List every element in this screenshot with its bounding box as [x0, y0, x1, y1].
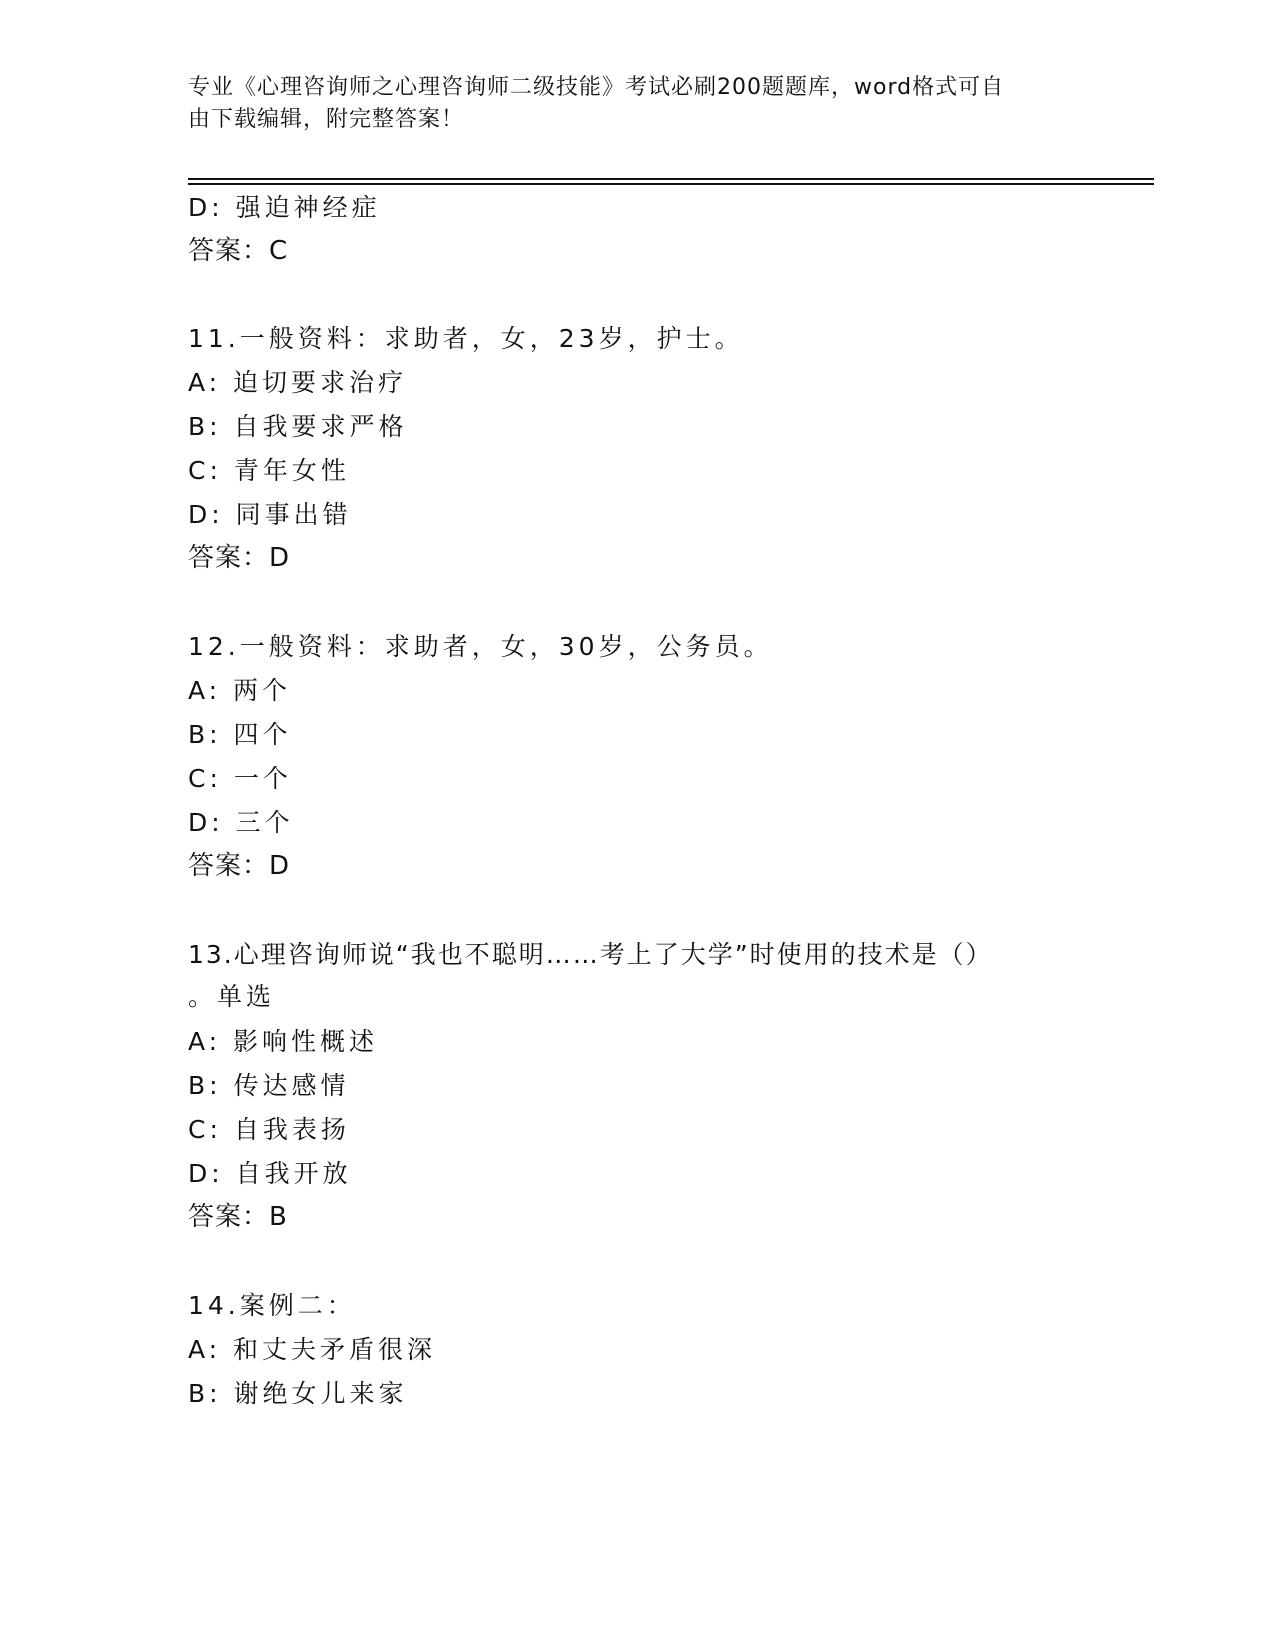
document-header: [188, 72, 1068, 136]
header-divider-bottom: [188, 183, 1154, 185]
option-d: D: 同事出错: [188, 500, 352, 529]
option-b: B: 谢绝女儿来家: [188, 1379, 408, 1408]
header-divider-top: [188, 178, 1154, 180]
option-a: A: 和丈夫矛盾很深: [188, 1335, 437, 1364]
header-line-2: 由下载编辑，附完整答案！: [188, 107, 465, 132]
option-b: B: 四个: [188, 720, 292, 749]
question-14: 14.案例二：: [188, 1291, 356, 1320]
option-c: C: 自我表扬: [188, 1115, 350, 1144]
header-line-1: 专业《心理咨询师之心理咨询师二级技能》考试必刷200题题库，word格式可自: [188, 75, 1005, 100]
question-11: 11.一般资料：求助者，女，23岁，护士。: [188, 324, 744, 353]
answer-line: 答案：D: [188, 851, 291, 881]
question-13-continuation: 。单选: [188, 982, 276, 1011]
option-c: C: 青年女性: [188, 456, 350, 485]
option-d: D: 自我开放: [188, 1159, 352, 1188]
option-b: B: 传达感情: [188, 1071, 350, 1100]
option-a: A: 两个: [188, 676, 292, 705]
question-13: 13.心理咨询师说“我也不聪明……考上了大学”时使用的技术是（）: [188, 940, 993, 969]
option-a: A: 迫切要求治疗: [188, 368, 408, 397]
answer-line: 答案：C: [188, 236, 289, 266]
answer-line: 答案：B: [188, 1202, 288, 1232]
answer-line: 答案：D: [188, 543, 291, 573]
question-12: 12.一般资料：求助者，女，30岁，公务员。: [188, 632, 773, 661]
option-a: A: 影响性概述: [188, 1027, 379, 1056]
option-b: B: 自我要求严格: [188, 412, 408, 441]
option-d: D: 强迫神经症: [188, 193, 381, 222]
option-c: C: 一个: [188, 764, 292, 793]
option-d: D: 三个: [188, 808, 294, 837]
